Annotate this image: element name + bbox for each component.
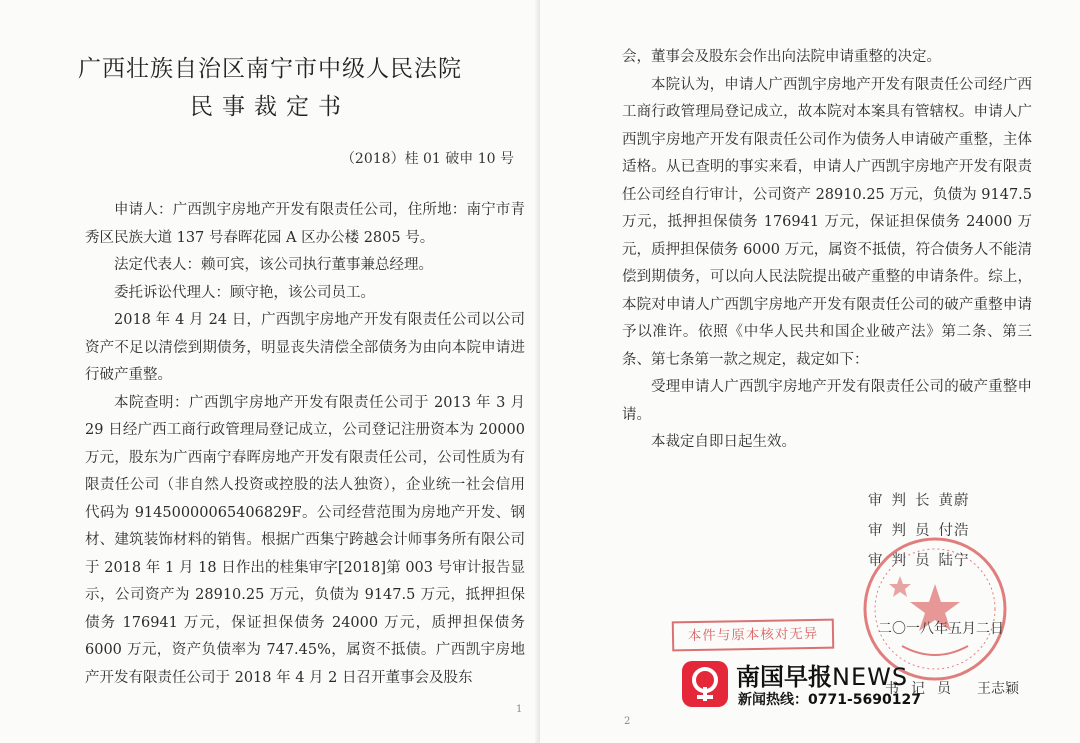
signature-role: 审判长 [868,493,939,509]
page-number: 2 [624,716,631,727]
left-page-body [85,197,525,692]
legal-representative-paragraph: 法定代表人：赖可宾，该公司执行董事兼总经理。 [114,257,433,273]
court-opinion-paragraph: 本院认为，申请人广西凯宇房地产开发有限责任公司经广西工商行政管理局登记成立，故本院对本案具有管辖权。申请人广西凯宇房地产开发有限责任公司作为债务人申请破产重整，主体适格。从已查明的事实来看，申请人广西凯宇房地产开发有限责任公司经自行审计，公司资产 28910.25 万元，负债为 9147.5 万元，抵押担保债务 176941 万元，保证担保债务 24000 万元，质押担保债务 6000 万元，属资不抵债，符合债务人不能清偿到期债务，可以向人民法院提出破产重整的申请条件。综上，本院对申请人广西凯宇房地产开发有限责任公司的破产重整申请予以准许。依照《中华人民共和国企业破产法》第二条、第三条、第七条第一款之规定，裁定如下： [622,76,1032,368]
ruling-paragraph: 受理申请人广西凯宇房地产开发有限责任公司的破产重整申请。 [622,379,1032,423]
applicant-paragraph: 申请人：广西凯宇房地产开发有限责任公司，住所地：南宁市青秀区民族大道 137 号春晖花园 A 区办公楼 2805 号。 [85,202,525,246]
continuation-line: 会，董事会及股东会作出向法院申请重整的决定。 [622,49,941,65]
signature-role: 审判员 [868,553,939,569]
case-number: （2018）桂 01 破申 10 号 [340,151,514,167]
ruling-date: 二〇一八年五月二日 [878,621,1004,637]
signature-block [868,486,970,576]
right-page-body [622,44,1032,457]
page-number: 1 [516,704,523,715]
copy-verified-stamp: 本件与原本核对无异 [672,619,834,652]
brand-suffix: NEWS [832,663,909,691]
document-type-title: 民事裁定书 [190,94,350,120]
presiding-judge-line [868,486,970,516]
news-hotline: 新闻热线：0771-5690127 [738,692,921,708]
judge-line [868,516,970,546]
signature-name: 陆宁 [938,553,970,569]
watermark-brand [736,657,908,692]
court-name: 广西壮族自治区南宁市中级人民法院 [78,56,462,82]
clerk-role: 书记员 [885,681,963,697]
signature-name: 黄蔚 [938,493,970,509]
nanguo-logo-icon [682,661,728,707]
news-watermark [682,655,1002,713]
effective-paragraph: 本裁定自即日起生效。 [651,434,796,450]
findings-paragraph: 本院查明：广西凯宇房地产开发有限责任公司于 2013 年 3 月 29 日经广西工商行政管理局登记成立，公司登记注册资本为 20000 万元，股东为广西南宁春晖房地产开发有限责任公司，公司性质为有限责任公司（非自然人投资或控股的法人独资），企业统一社会信用代码为 91450000065406829F。公司经营范围为房地产开发、钢材、建筑装饰材料的销售。根据广西集宁跨越会计师事务所有限公司于 2018 年 1 月 18 日作出的桂集审字[2018]第 003 号审计报告显示，公司资产为 28910.25 万元，负债为 9147.5 万元，抵押担保债务 176941 万元，保证担保债务 24000 万元，质押担保债务 6000 万元，资产负债率为 747.45%，属资不抵债。广西凯宇房地产开发有限责任公司于 2018 年 4 月 2 日召开董事会及股东 [85,394,525,686]
signature-name: 付浩 [938,523,970,539]
agent-paragraph: 委托诉讼代理人：顾守艳，该公司员工。 [114,284,375,301]
application-paragraph: 2018 年 4 月 24 日，广西凯宇房地产开发有限责任公司以公司资产不足以清偿到期债务，明显丧失清偿全部债务为由向本院申请进行破产重整。 [85,312,525,383]
clerk-name: 王志颖 [977,681,1019,697]
judge-line [868,546,970,576]
signature-role: 审判员 [868,523,939,539]
brand-name: 南国早报 [736,663,832,691]
